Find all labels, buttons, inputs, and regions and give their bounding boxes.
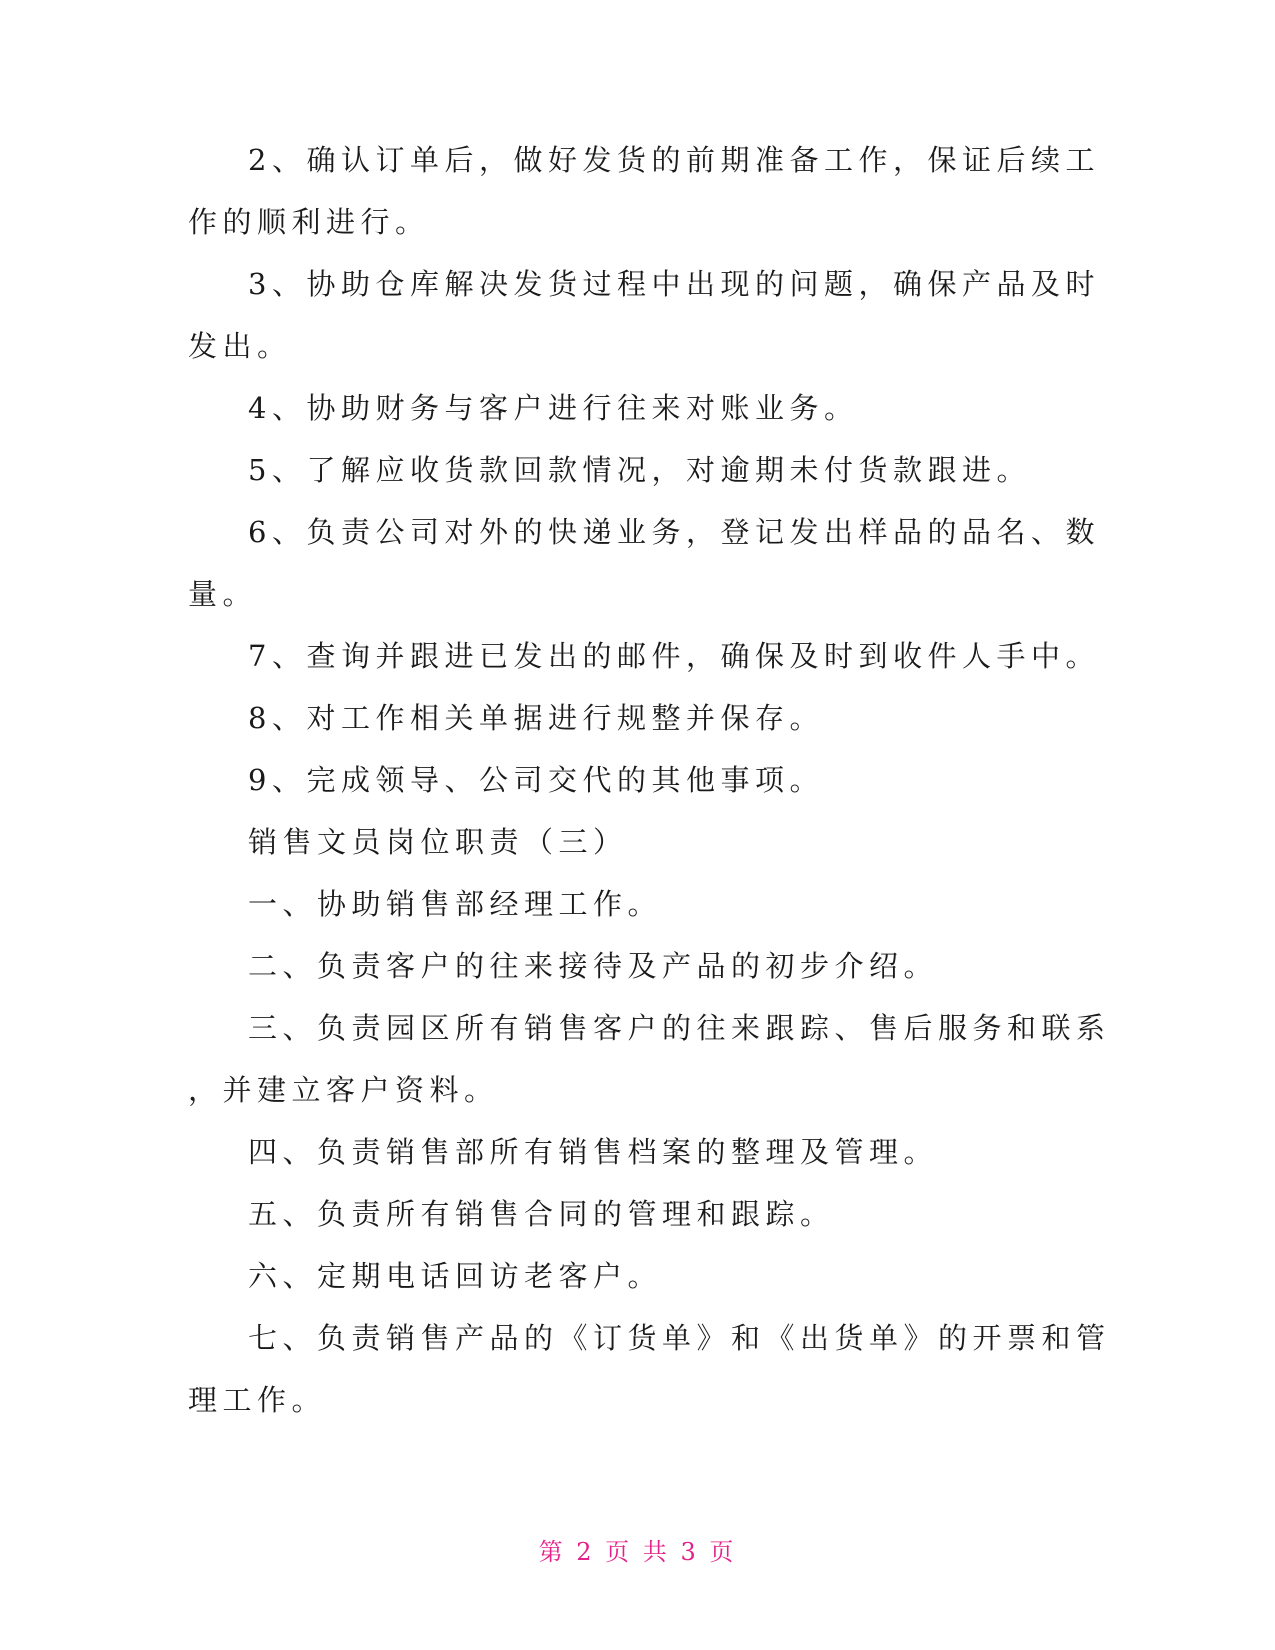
paragraph-line: 5、了解应收货款回款情况，对逾期未付货款跟进。 [248,453,1031,487]
paragraph-line: 2、确认订单后，做好发货的前期准备工作，保证后续工 [248,143,1100,177]
paragraph-line: 作的顺利进行。 [188,205,430,239]
paragraph-line: 发出。 [188,329,292,363]
paragraph-line: 二、负责客户的往来接待及产品的初步介绍。 [248,949,939,983]
paragraph-line: 五、负责所有销售合同的管理和跟踪。 [248,1197,835,1231]
paragraph-line: 6、负责公司对外的快递业务，登记发出样品的品名、数 [248,515,1100,549]
paragraph-line: 8、对工作相关单据进行规整并保存。 [248,701,824,735]
paragraph-line: 一、协助销售部经理工作。 [248,887,663,921]
paragraph-line: 量。 [188,577,258,611]
paragraph-line: 4、协助财务与客户进行往来对账业务。 [248,391,859,425]
page-number-text: 第 2 页 共 3 页 [538,1538,737,1566]
paragraph-line: 7、查询并跟进已发出的邮件，确保及时到收件人手中。 [248,639,1100,673]
paragraph-line: 七、负责销售产品的《订货单》和《出货单》的开票和管 [248,1321,1111,1355]
paragraph-line: 9、完成领导、公司交代的其他事项。 [248,763,824,797]
page-number-footer [0,1532,1275,1567]
paragraph-line: ，并建立客户资料。 [188,1073,499,1107]
paragraph-line: 四、负责销售部所有销售档案的整理及管理。 [248,1135,939,1169]
paragraph-line: 理工作。 [188,1383,327,1417]
paragraph-line: 六、定期电话回访老客户。 [248,1259,663,1293]
section-heading: 销售文员岗位职责（三） [248,825,628,859]
paragraph-line: 3、协助仓库解决发货过程中出现的问题，确保产品及时 [248,267,1100,301]
paragraph-line: 三、负责园区所有销售客户的往来跟踪、售后服务和联系 [248,1011,1111,1045]
